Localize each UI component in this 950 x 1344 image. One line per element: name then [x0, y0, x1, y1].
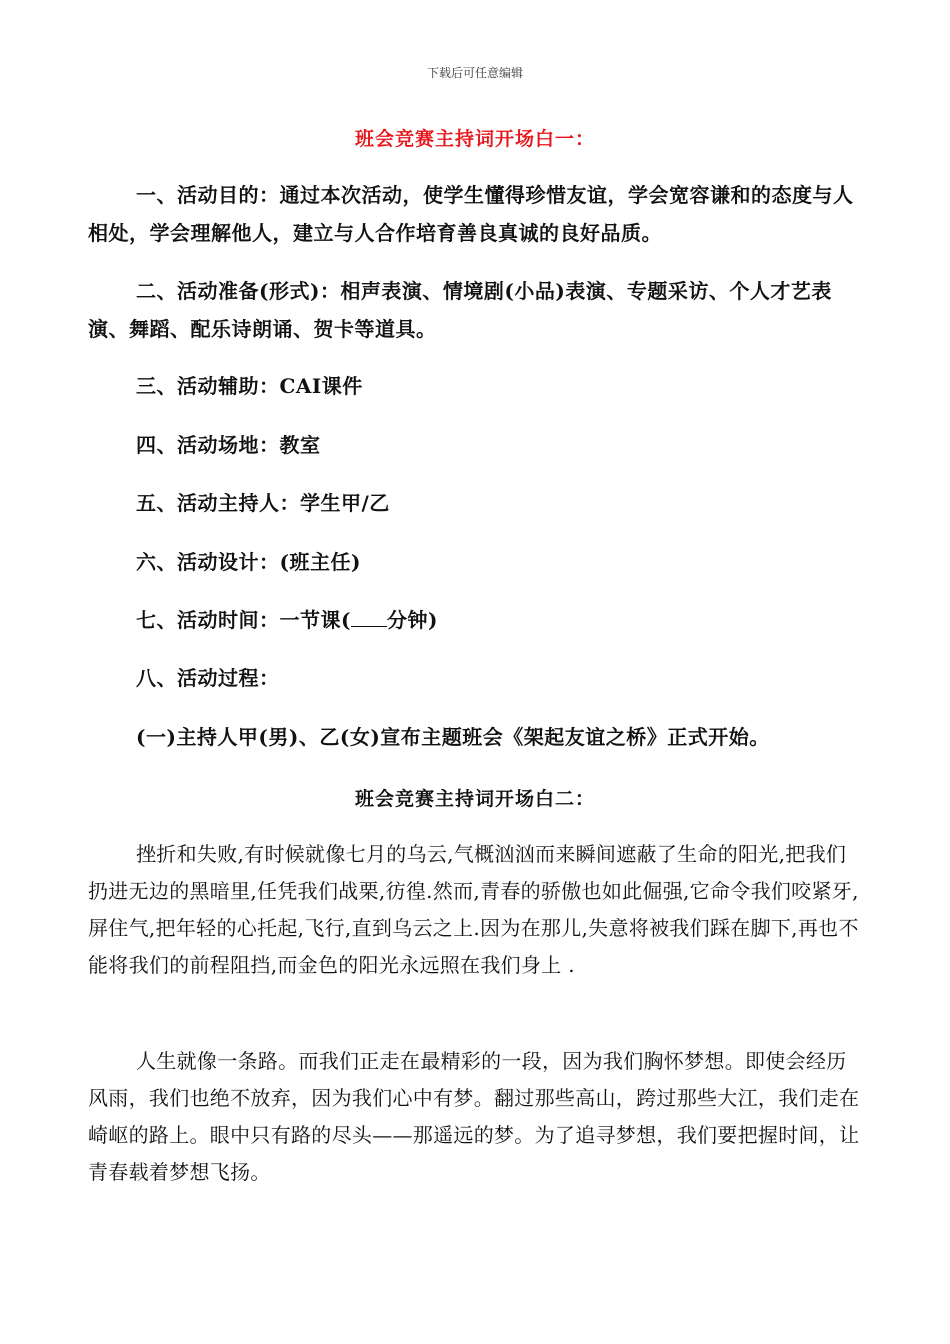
section-title-2: 班会竞赛主持词开场白二：: [354, 788, 595, 810]
item-venue: 四、活动场地：教室: [136, 433, 321, 457]
item-process: 八、活动过程：: [136, 666, 280, 690]
item-aid: 三、活动辅助：CAI课件: [136, 374, 363, 398]
item-time-prefix: 七、活动时间：一节课(: [136, 608, 351, 632]
item-process-step-1: (一)主持人甲(男)、乙(女)宣布主题班会《架起友谊之桥》正式开始。: [136, 725, 770, 749]
item-host: 五、活动主持人：学生甲/乙: [136, 491, 390, 515]
item-time: [88, 601, 862, 639]
item-design: 六、活动设计：(班主任): [136, 550, 361, 574]
section-title-1: 班会竞赛主持词开场白一：: [354, 128, 595, 150]
item-purpose: 一、活动目的：通过本次活动，使学生懂得珍惜友谊，学会宽容谦和的态度与人相处，学会理解他人，建立与人合作培育善良真诚的良好品质。: [88, 183, 854, 245]
item-time-suffix: 分钟): [386, 608, 438, 632]
page-header: 下载后可任意编辑: [426, 66, 523, 80]
paragraph-2: 人生就像一条路。而我们正走在最精彩的一段，因为我们胸怀梦想。即使会经历风雨，我们也绝不放弃，因为我们心中有梦。翻过那些高山，跨过那些大江，我们走在崎岖的路上。眼中只有路的尽头——那遥远的梦。为了追寻梦想，我们要把握时间，让青春载着梦想飞扬。: [88, 1049, 860, 1184]
time-blank: [351, 608, 387, 627]
paragraph-1: 挫折和失败,有时候就像七月的乌云,气概汹汹而来瞬间遮蔽了生命的阳光,把我们扔进无边的黑暗里,任凭我们战栗,彷徨.然而,青春的骄傲也如此倔强,它命令我们咬紧牙,屏住气,把年轻的心托起,飞行,直到乌云之上.因为在那儿,失意将被我们踩在脚下,再也不能将我们的前程阻挡,而金色的阳光永远照在我们身上 .: [88, 842, 859, 977]
item-preparation: 二、活动准备(形式)：相声表演、情境剧(小品)表演、专题采访、个人才艺表演、舞蹈、配乐诗朗诵、贺卡等道具。: [88, 279, 832, 341]
